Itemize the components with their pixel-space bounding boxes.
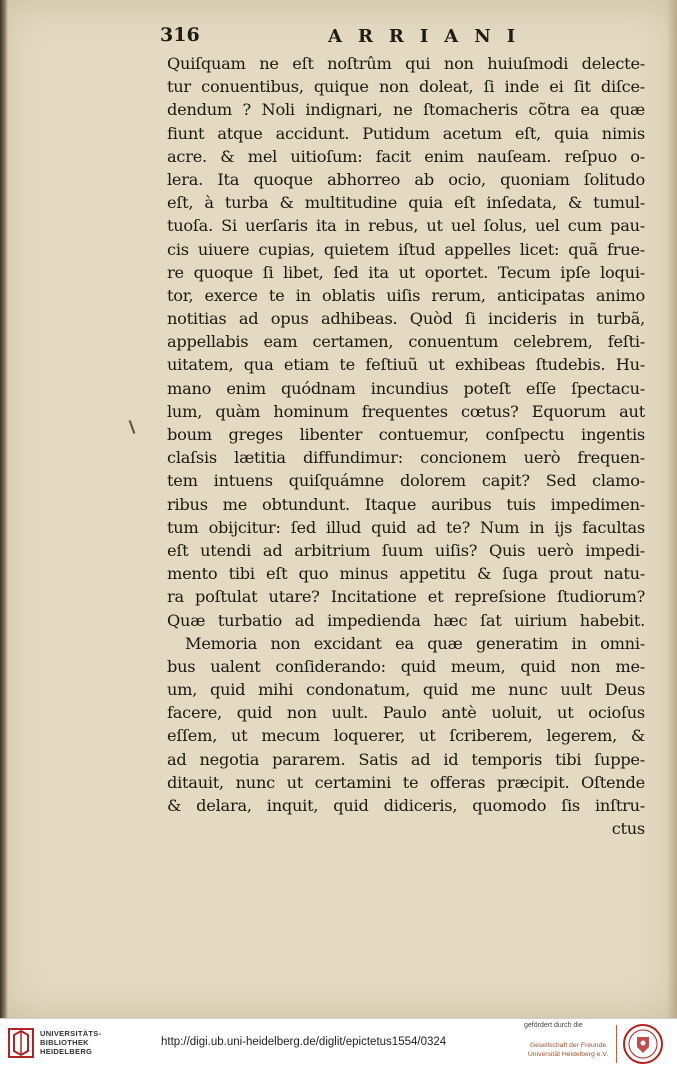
body-text (167, 52, 645, 840)
university-seal-icon (622, 1023, 664, 1065)
text-line: mano enim quódnam incundius poteſt eſſe ſpectacu- (167, 378, 645, 398)
text-line: eſt utendi ad arbitrium ſuum uiſis? Quis uerò impedi- (167, 540, 645, 560)
text-line: bus ualent conſiderando: quid meum, quid non me- (167, 656, 645, 676)
text-line: notitias ad opus adhibeas. Quòd ſi incideris in turbã, (167, 309, 645, 329)
text-line: lera. Ita quoque abhorreo ab ocio, quoniam ſolitudo (167, 169, 645, 189)
text-line: fiunt atque accidunt. Putidum acetum eſt, quia nimis (167, 123, 645, 143)
text-line: tem intuens quiſquámne dolorem capit? Sed clamo- (167, 471, 645, 491)
text-line: tor, exerce te in oblatis uiſis rerum, anticipatas animo (167, 285, 645, 305)
text-line: ad negotia pararem. Satis ad id temporis tibi ſuppe- (167, 749, 645, 769)
text-line: Quiſquam ne eſt noſtrûm qui non huiuſmodi delecte- (167, 54, 645, 73)
text-line: eſt, à turba & multitudine quia eſt inſedata, & tumul- (167, 193, 645, 213)
text-line: facere, quid non uult. Paulo antè uoluit, ut ocioſus (167, 703, 645, 723)
library-name-line: BIBLIOTHEK (40, 1038, 89, 1047)
university-library-logo-icon (8, 1027, 34, 1059)
society-name-line: Universität Heidelberg e.V. (527, 1051, 609, 1058)
page-header (160, 24, 650, 50)
library-name-line: HEIDELBERG (40, 1047, 93, 1056)
footer-divider (616, 1025, 617, 1063)
text-line: Memoria non excidant ea quæ generatim in omni- (185, 633, 645, 653)
text-line: acre. & mel uitioſum: facit enim nauſeam. reſpuo o- (167, 146, 645, 166)
library-name-line: UNIVERSITÄTS- (40, 1029, 102, 1038)
library-name (40, 1029, 101, 1056)
society-name-line: Gesellschaft der Freunde (529, 1042, 607, 1049)
text-line: um, quid mihi condonatum, quid me nunc uult Deus (167, 680, 645, 700)
text-line: eſſem, ut mecum loquerer, ut ſcriberem, legerem, & (167, 726, 645, 746)
text-line: re quoque ſi libet, ſed ita ut oportet. Tecum ipſe loqui- (167, 262, 645, 282)
text-line: tur conuentibus, quique non doleat, ſi inde ei ſit diſce- (167, 77, 645, 97)
text-line: ribus me obtundunt. Itaque auribus tuis impedimen- (167, 494, 645, 514)
text-line: ditauit, nunc ut certamini te offeras præcipit. Oſtende (167, 772, 645, 792)
page-edge-shadow (667, 0, 677, 1018)
funded-by-label: gefördert durch die (524, 1022, 583, 1029)
viewer-footer (0, 1018, 677, 1068)
text-line: uitatem, qua etiam te feſtiuũ ut exhibeas ſtudebis. Hu- (167, 355, 645, 375)
text-line: boum greges libenter contuemur, conſpectu ingentis (167, 425, 645, 444)
book-gutter-shadow (0, 0, 8, 1018)
text-line: & delara, inquit, quid didiceris, quomodo ſis inſtru- (167, 796, 645, 815)
marginal-mark (129, 420, 136, 434)
catchword: ctus (611, 819, 645, 839)
text-line: dendum ? Noli indignari, ne ſtomacheris cõtra ea quæ (167, 100, 645, 120)
text-line: Quæ turbatio ad impedienda hæc ſat uirium habebit. (167, 610, 645, 630)
text-line: mento tibi eſt quo minus appetitu & ſuga prout natu- (167, 564, 645, 584)
text-line: lum, quàm hominum frequentes cœtus? Equorum aut (167, 401, 645, 421)
text-line: cis uiuere cupias, quietem iſtud appelles licet: quã frue- (167, 239, 645, 259)
text-line: appellabis eam certamen, conuentum celebrem, feſti- (167, 332, 645, 352)
text-line: tuoſa. Si uerſaris ita in rebus, ut uel ſolus, uel cum pau- (167, 216, 645, 236)
text-line: tum obijcitur: ſed illud quid ad te? Num in ijs facultas (167, 517, 645, 537)
permalink-url[interactable]: http://digi.ub.uni-heidelberg.de/diglit/epictetus1554/0324 (161, 1036, 447, 1048)
running-head: ARRIANI (328, 26, 532, 47)
page-number: 316 (160, 24, 200, 46)
society-name (524, 1041, 612, 1059)
text-line: ra poſtulat utare? Incitatione et repreſsione ſtudiorum? (167, 587, 645, 607)
text-line: claſsis lætitia diffundimur: concionem uerò frequen- (167, 448, 645, 468)
